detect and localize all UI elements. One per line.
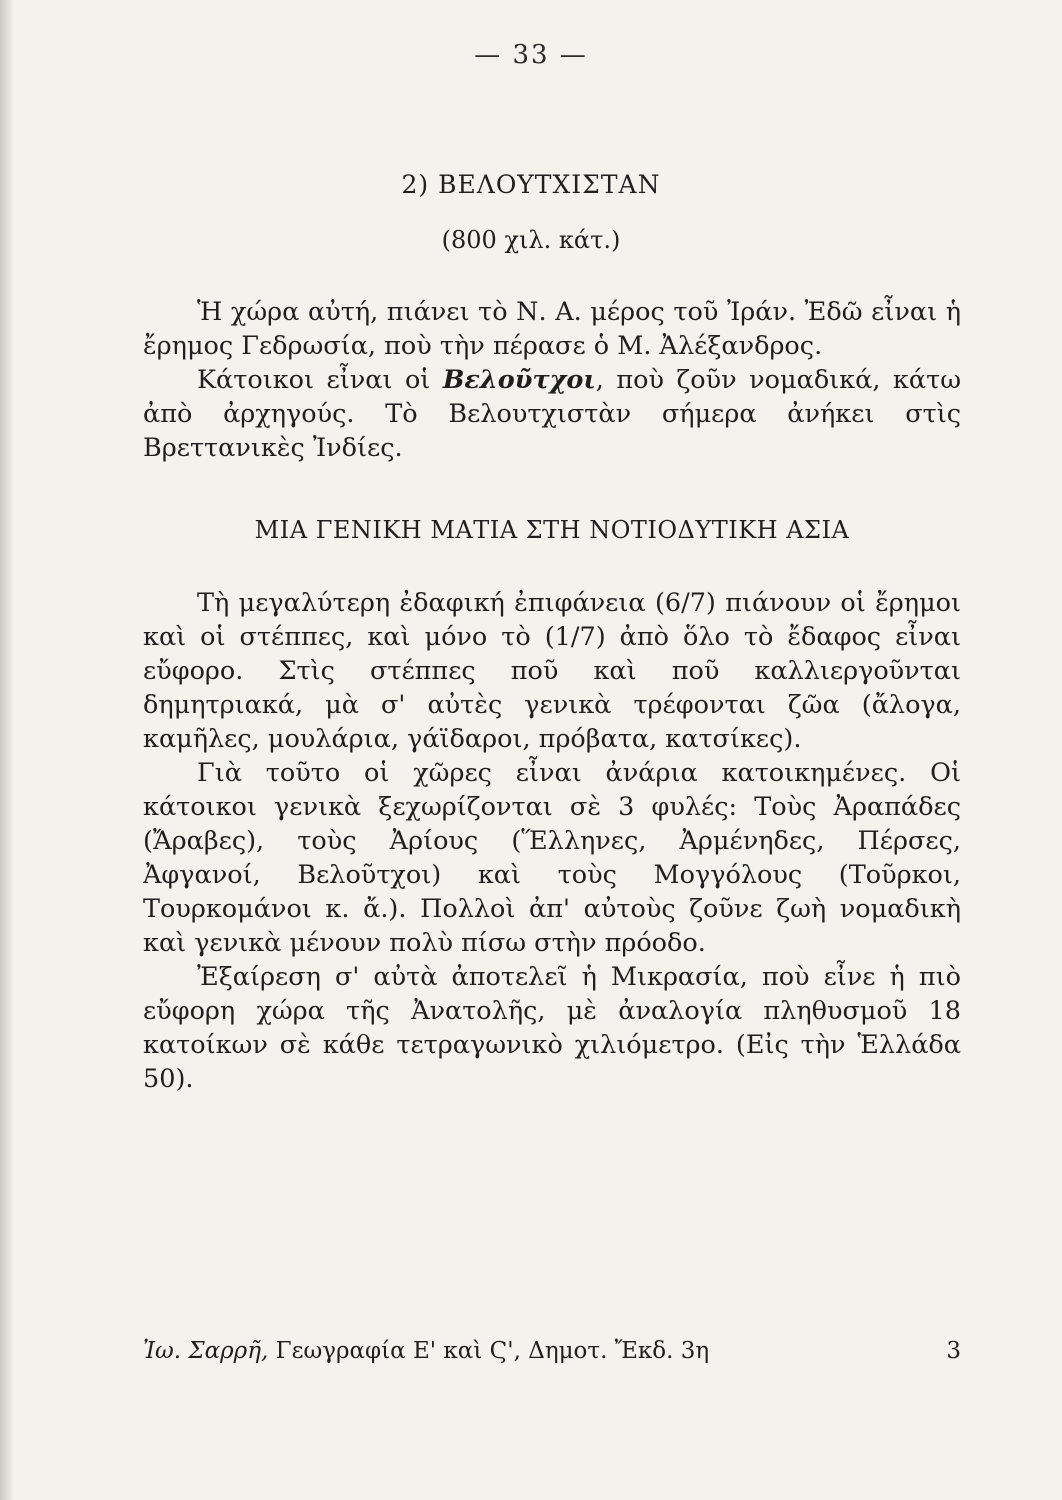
paragraph: [143, 363, 961, 465]
footer-author: Ἰω. Σαρρῆ,: [143, 1338, 269, 1364]
paragraph: Γιὰ τοῦτο οἱ χῶρες εἶναι ἀνάρια κατοικημένες. Οἱ κάτοικοι γενικὰ ξεχωρίζονται σὲ 3 φυλές: Τοὺς Ἀραπάδες (Ἄραβες), τοὺς Ἀρίους (Ἕλληνες, Ἀρμένηδες, Πέρσες, Ἀφγανοί, Βελοῦτχοι) καὶ τοὺς Μογγόλους (Τοῦρκοι, Τουρκομάνοι κ. ἄ.). Πολλοὶ ἀπ' αὐτοὺς ζοῦνε ζωὴ νομαδικὴ καὶ γενικὰ μένουν πολὺ πίσω στὴν πρόοδο.: [143, 758, 961, 958]
section-heading: 2) ΒΕΛΟΥΤΧΙΣΤΑΝ: [401, 170, 661, 199]
footer-sheet-number: 3: [946, 1338, 961, 1364]
footer-title: Γεωγραφία Ε' καὶ Ϛ', Δημοτ. Ἔκδ. 3η: [268, 1338, 710, 1364]
section-body: [143, 295, 961, 465]
page-number: — 33 —: [474, 40, 588, 70]
paragraph-text: , ποὺ ζοῦν νομαδικά, κάτω ἀπὸ ἀρχηγούς. Τὸ Βελουτχιστὰν σήμερα ἀνήκει στὶς Βρεττανικὲς Ἰνδίες.: [143, 365, 961, 463]
page-spine-shadow: [0, 0, 14, 1500]
section-area: (800 χιλ. κάτ.): [441, 226, 621, 254]
chapter-heading: ΜΙΑ ΓΕΝΙΚΗ ΜΑΤΙΑ ΣΤΗ ΝΟΤΙΟΔΥΤΙΚΗ ΑΣΙΑ: [254, 516, 850, 544]
paragraph-text: Κάτοικοι εἶναι οἱ: [197, 365, 443, 395]
page-footer: [143, 1338, 961, 1364]
paragraph: Τὴ μεγαλύτερη ἐδαφική ἐπιφάνεια (6/7) πιάνουν οἱ ἔρημοι καὶ οἱ στέππες, καὶ μόνο τὸ (1/7) ἀπὸ ὅλο τὸ ἔδαφος εἶναι εὔφορο. Στὶς στέππες ποῦ καὶ ποῦ καλλιεργοῦνται δημητριακά, μὰ σ' αὐτὲς γενικὰ τρέφονται ζῶα (ἄλογα, καμῆλες, μουλάρια, γάϊδαροι, πρόβατα, κατσίκες).: [143, 588, 961, 754]
paragraph: Ἡ χώρα αὐτή, πιάνει τὸ Ν. Α. μέρος τοῦ Ἰράν. Ἐδῶ εἶναι ἡ ἔρημος Γεδρωσία, ποὺ τὴν πέρασε ὁ Μ. Ἀλέξανδρος.: [143, 297, 961, 361]
chapter-body: [143, 586, 961, 1096]
emphasized-term: Βελοῦτχοι: [442, 365, 596, 395]
paragraph: Ἐξαίρεση σ' αὐτὰ ἀποτελεῖ ἡ Μικρασία, ποὺ εἶνε ἡ πιὸ εὔφορη χώρα τῆς Ἀνατολῆς, μὲ ἀναλογία πληθυσμοῦ 18 κατοίκων σὲ κάθε τετραγωνικὸ χιλιόμετρο. (Εἰς τὴν Ἑλλάδα 50).: [143, 962, 961, 1094]
